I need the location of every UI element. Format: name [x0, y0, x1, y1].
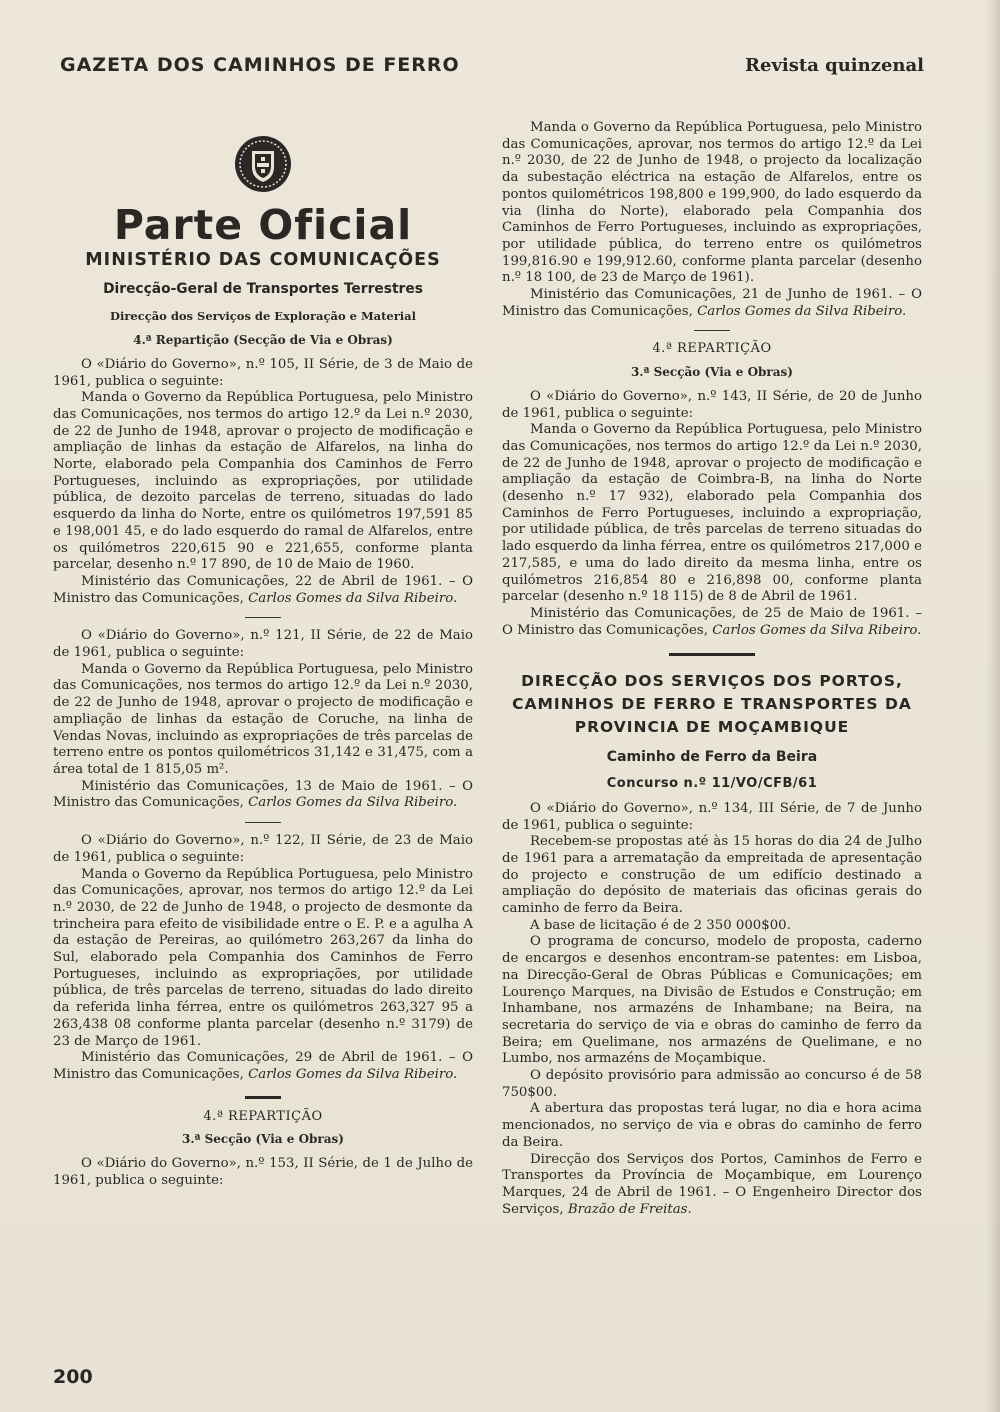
section-heading-3: 3.ª Secção (Via e Obras): [631, 365, 793, 380]
notice-3-signoff-text: Ministério das Comunicações, 29 de Abril de 1961. – O Ministro das Comunicações,: [53, 1050, 473, 1082]
notice-3-body: Manda o Governo da República Portuguesa, pelo Ministro das Comunicações, aprovar, nos termos do artigo 12.º da Lei n.º 2030, de 22 de Junho de 1948, o projecto de desmonte da trincheira para efeito de visibilidade entre o E. P. e a agulha A da estação de Pereiras, ao quilómetro 263,267 da linha do Sul, elaborado pela Companhia dos Caminhos de Ferro Portugueses, incluindo as expropriações, por utilidade pública, de três parcelas de terreno, situadas do lado direito da referida linha férrea, entre os quilómetros 263,327 95 a 263,438 08 conforme planta parcelar (desenho n.º 3179) de 23 de Março de 1961.: [53, 866, 473, 1049]
railway-heading: Caminho de Ferro da Beira: [606, 749, 818, 766]
notice-5-body: Manda o Governo da República Portuguesa, pelo Ministro das Comunicações, aprovar, nos termos do artigo 12.º da Lei n.º 2030, de 22 de Junho de 1948, o projecto da localização da subestação eléctrica na estação de Alfarelos, entre os pontos quilométricos 198,800 e 199,900, do lado esquerdo da via (linha do Norte), elaborado pela Companhia dos Caminhos de Ferro Portugueses, incluindo as expropriações, por utilidade pública, do terreno entre os quilómetros 199,816.90 e 199,912.60, conforme planta parcelar (desenho n.º 18 100, de 23 de Março de 1961).: [502, 120, 922, 286]
journal-title: GAZETA DOS CAMINHOS DE FERRO: [60, 54, 460, 76]
tender-signer: Brazão de Freitas.: [567, 1201, 692, 1217]
notice-6-signer: Carlos Gomes da Silva Ribeiro.: [712, 622, 922, 638]
notice-2-signoff-text: Ministério das Comunicações, 13 de Maio de 1961. – O Ministro das Comunicações,: [53, 778, 473, 811]
separator-rule: [245, 617, 281, 618]
notice-2-signer: Carlos Gomes da Silva Ribeiro.: [248, 795, 458, 811]
notice-2-intro: O «Diário do Governo», n.º 121, II Série, de 22 de Maio de 1961, publica o seguinte:: [53, 628, 473, 661]
tender-paragraph-1: Recebem-se propostas até às 15 horas do dia 24 de Julho de 1961 para a arrematação da empreitada de apresentação do projecto e construção de um edifício destinado a ampliação do depósito de materiais das oficinas gerais do caminho de ferro da Beira.: [502, 834, 922, 917]
separator-rule: [245, 822, 281, 823]
notice-6-signoff-text: Ministério das Comunicações, de 25 de Maio de 1961. – O Ministro das Comunicações,: [502, 605, 922, 638]
tender-paragraph-3: O programa de concurso, modelo de proposta, caderno de encargos e desenhos encontram-se patentes: em Lisboa, na Direcção-Geral de Obras Públicas e Comunicações; em Lourenço Marques, na Divisão de Estudos e Construção; em Inhambane, nos armazéns de Inhambane; na Beira, na secretaria do serviço de via e obras do caminho de ferro da Beira; em Quelimane, nos armazéns de Quelimane, e no Lumbo, nos armazéns de Moçambique.: [502, 934, 922, 1067]
notice-1-signer: Carlos Gomes da Silva Ribeiro.: [248, 590, 458, 606]
directorate-heading: Direcção-Geral de Transportes Terrestres: [103, 280, 423, 297]
page-number: 200: [53, 1366, 93, 1388]
notice-6-signoff: [502, 606, 922, 639]
notice-1-signoff-text: Ministério das Comunicações, 22 de Abril de 1961. – O Ministro das Comunicações,: [53, 573, 473, 606]
notice-1-signoff: [53, 574, 473, 607]
running-header: [60, 54, 924, 76]
division-heading: 4.ª Repartição (Secção de Via e Obras): [133, 333, 393, 348]
page-edge-shadow: [986, 0, 1000, 1412]
notice-1-body: Manda o Governo da República Portuguesa, pelo Ministro das Comunicações, nos termos do artigo 12.º da Lei n.º 2030, de 22 de Junho de 1948, aprovar o projecto de modificação e ampliação de linhas da estação de Alfarelos, na linha do Norte, elaborado pela Companhia dos Caminhos de Ferro Portugueses, incluindo as expropriações, por utilidade pública, de dezoito parcelas de terreno, situadas do lado esquerdo da linha do Norte, entre os quilómetros 197,591 85 e 198,001 45, e do lado esquerdo do ramal de Alfarelos, entre os quilómetros 220,615 90 e 221,655, conforme planta parcelar, desenho n.º 17 890, de 10 de Maio de 1960.: [53, 390, 473, 573]
tender-signoff-text: Direcção dos Serviços dos Portos, Caminhos de Ferro e Transportes da Província de Moçambique, em Lourenço Marques, 24 de Abril de 1961. – O Engenheiro Director dos Serviços,: [502, 1151, 922, 1217]
separator-rule: [694, 330, 730, 331]
tender-paragraph-6: [502, 1152, 922, 1219]
notice-2-body: Manda o Governo da República Portuguesa, pelo Ministro das Comunicações, nos termos do artigo 12.º da Lei n.º 2030, de 22 de Junho de 1948, aprovar o projecto de modificação e ampliação de linhas da estação de Coruche, na linha de Vendas Novas, incluindo as expropriações de três parcelas de terreno entre os pontos quilométricos 31,142 e 31,475, com a área total de 1 815,05 m².: [53, 661, 473, 777]
tender-paragraph-5: A abertura das propostas terá lugar, no dia e hora acima mencionados, no serviço de via e obras do caminho de ferro da Beira.: [502, 1101, 922, 1150]
separator-bold-rule: [245, 1096, 281, 1099]
notice-5-signer: Carlos Gomes da Silva Ribeiro.: [697, 303, 907, 319]
mozambique-directorate-heading: DIRECÇÃO DOS SERVIÇOS DOS PORTOS, CAMINHOS DE FERRO E TRANSPORTES DA PROVINCIA DE MOÇAMBIQUE: [512, 672, 912, 737]
notice-6-body: Manda o Governo da República Portuguesa, pelo Ministro das Comunicações, nos termos do artigo 12.º da Lei n.º 2030, de 22 de Junho de 1948, aprovar o projecto de modificação e ampliação da estação de Coimbra-B, na linha do Norte (desenho n.º 17 932), elaborado pela Companhia dos Caminhos de Ferro Portugueses, incluindo a expropriação, por utilidade pública, de três parcelas de terreno situadas do lado esquerdo da linha férrea, entre os quilómetros 217,000 e 217,585, e uma do lado direito da mesma linha, entre os quilómetros 216,854 80 e 216,898 00, conforme planta parcelar (desenho n.º 18 115) de 8 de Abril de 1961.: [502, 422, 922, 605]
notice-3-signoff: [53, 1050, 473, 1083]
division-heading-2: 4.ª REPARTIÇÃO: [203, 1108, 323, 1124]
section-title: Parte Oficial: [113, 201, 413, 249]
journal-frequency: Revista quinzenal: [745, 55, 924, 76]
division-heading-3: 4.ª REPARTIÇÃO: [652, 341, 772, 357]
notice-1-intro: O «Diário do Governo», n.º 105, II Série, de 3 de Maio de 1961, publica o seguinte:: [53, 356, 473, 389]
tender-paragraph-4: O depósito provisório para admissão ao concurso é de 58 750$00.: [502, 1068, 922, 1100]
service-heading: Direcção dos Serviços de Exploração e Material: [110, 309, 416, 324]
notice-2-signoff: [53, 779, 473, 812]
coat-of-arms-seal-icon: [233, 134, 293, 194]
right-column: [502, 120, 922, 1218]
separator-long-rule: [669, 653, 755, 656]
tender-number-heading: Concurso n.º 11/VO/CFB/61: [606, 776, 818, 792]
notice-5-signoff-text: Ministério das Comunicações, 21 de Junho de 1961. – O Ministro das Comunicações,: [502, 287, 922, 319]
notice-3-intro: O «Diário do Governo», n.º 122, II Série, de 23 de Maio de 1961, publica o seguinte:: [53, 833, 473, 865]
tender-paragraph-2: A base de licitação é de 2 350 000$00.: [530, 917, 791, 933]
notice-6-intro: O «Diário do Governo», n.º 143, II Série, de 20 de Junho de 1961, publica o seguinte:: [502, 388, 922, 421]
notice-5-signoff: [502, 287, 922, 320]
notice-3-signer: Carlos Gomes da Silva Ribeiro.: [248, 1066, 458, 1082]
tender-intro: O «Diário do Governo», n.º 134, III Série, de 7 de Junho de 1961, publica o seguinte:: [502, 800, 922, 833]
notice-4-intro: O «Diário do Governo», n.º 153, II Série, de 1 de Julho de 1961, publica o seguinte:: [53, 1156, 473, 1188]
section-heading-2: 3.ª Secção (Via e Obras): [182, 1132, 344, 1147]
ministry-heading: MINISTÉRIO DAS COMUNICAÇÕES: [85, 250, 441, 270]
left-column: [53, 120, 473, 1189]
